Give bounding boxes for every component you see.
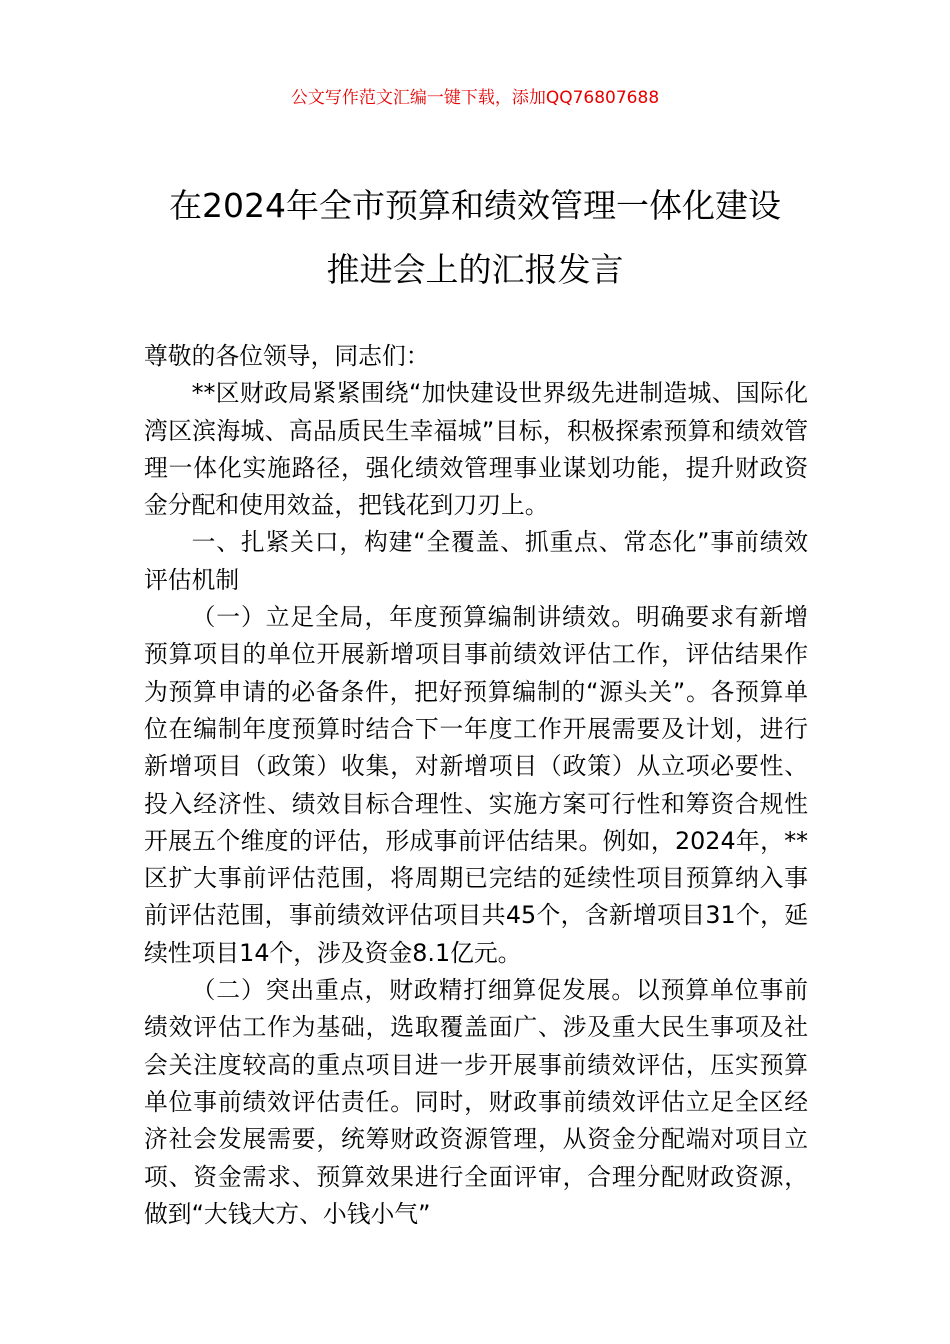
salutation: 尊敬的各位领导，同志们： bbox=[144, 342, 430, 370]
document-title bbox=[120, 174, 830, 302]
section-heading-1: 一、扎紧关口，构建“全覆盖、抓重点、常态化”事前绩效评估机制 bbox=[144, 528, 808, 594]
paragraph-intro: **区财政局紧紧围绕“加快建设世界级先进制造城、国际化湾区滨海城、高品质民生幸福城”目标，积极探索预算和绩效管理一体化实施路径，强化绩效管理事业谋划功能，提升财政资金分配和使用效益，把钱花到刀刃上。 bbox=[144, 379, 808, 520]
paragraph-section-1-1: （一）立足全局，年度预算编制讲绩效。明确要求有新增预算项目的单位开展新增项目事前绩效评估工作，评估结果作为预算申请的必备条件，把好预算编制的“源头关”。各预算单位在编制年度预算时结合下一年度工作开展需要及计划，进行新增项目（政策）收集，对新增项目（政策）从立项必要性、投入经济性、绩效目标合理性、实施方案可行性和筹资合规性开展五个维度的评估，形成事前评估结果。例如，2024年，**区扩大事前评估范围，将周期已完结的延续性项目预算纳入事前评估范围，事前绩效评估项目共45个，含新增项目31个，延续性项目14个，涉及资金8.1亿元。 bbox=[144, 603, 808, 967]
download-banner: 公文写作范文汇编一键下载，添加QQ76807688 bbox=[290, 88, 660, 108]
title-line-2: 推进会上的汇报发言 bbox=[326, 250, 624, 289]
paragraph-section-1-2: （二）突出重点，财政精打细算促发展。以预算单位事前绩效评估工作为基础，选取覆盖面广、涉及重大民生事项及社会关注度较高的重点项目进一步开展事前绩效评估，压实预算单位事前绩效评估责任。同时，财政事前绩效评估立足全区经济社会发展需要，统筹财政资源管理，从资金分配端对项目立项、资金需求、预算效果进行全面评审，合理分配财政资源，做到“大钱大方、小钱小气” bbox=[144, 976, 808, 1228]
title-line-1: 在2024年全市预算和绩效管理一体化建设 bbox=[169, 186, 781, 225]
document-body bbox=[144, 338, 808, 1233]
